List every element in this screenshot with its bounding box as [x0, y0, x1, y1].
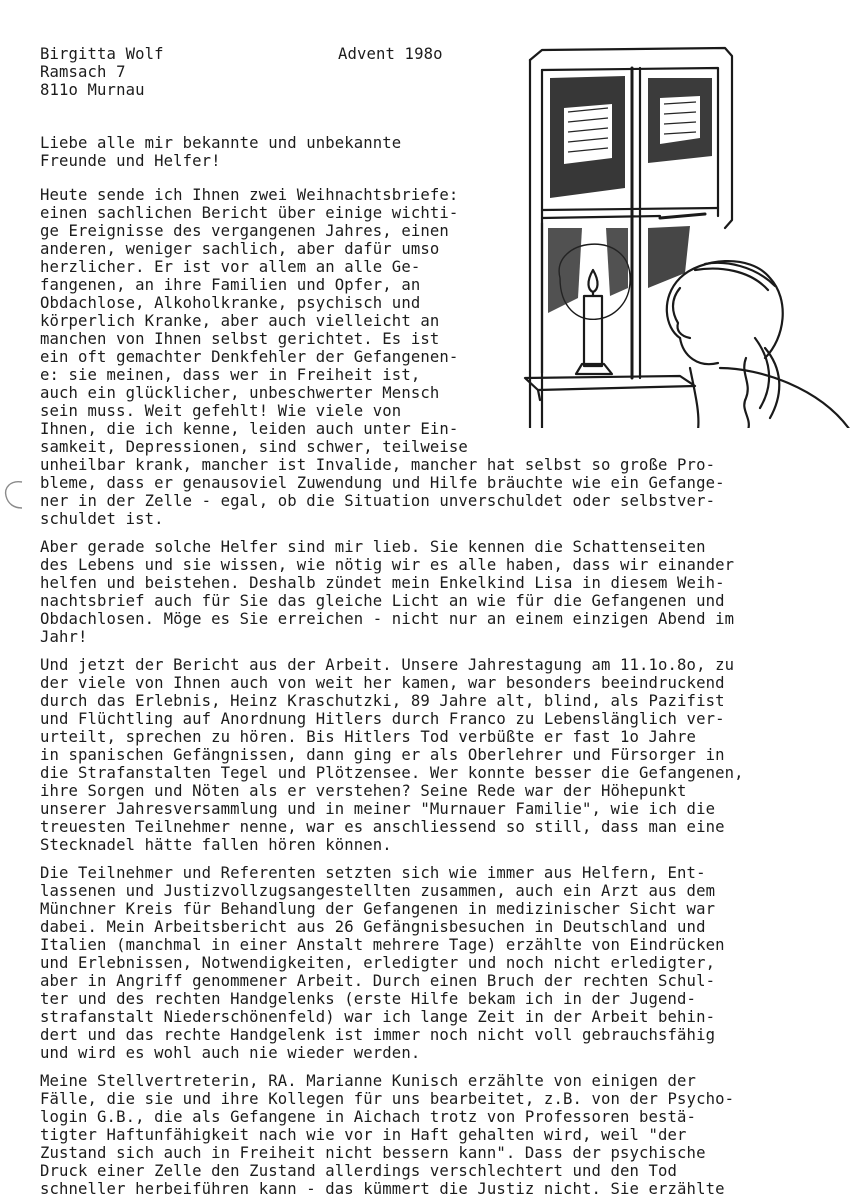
para4-line: dabei. Mein Arbeitsbericht aus 26 Gefängnisbesuchen in Deutschland und — [40, 918, 706, 936]
para3-line: in spanischen Gefängnissen, dann ging er als Oberlehrer und Fürsorger in — [40, 746, 725, 764]
para1-line: samkeit, Depressionen, sind schwer, teilweise — [40, 438, 468, 456]
para2-line: Obdachlosen. Möge es Sie erreichen - nicht nur an einem einzigen Abend im — [40, 610, 735, 628]
para5-line: login G.B., die als Gefangene in Aichach trotz von Professoren bestä- — [40, 1108, 697, 1126]
para1-line: unheilbar krank, mancher ist Invalide, mancher hat selbst so große Pro- — [40, 456, 716, 474]
para1-line: ner in der Zelle - egal, ob die Situation unverschuldet oder selbstver- — [40, 492, 716, 510]
para3-line: der viele von Ihnen auch von weit her kamen, war besonders beeindruckend — [40, 674, 725, 692]
para1-line: anderen, weniger sachlich, aber dafür umso — [40, 240, 440, 258]
para2-line: helfen und beistehen. Deshalb zündet mein Enkelkind Lisa in diesem Weih- — [40, 574, 725, 592]
para3-line: Stecknadel hätte fallen hören können. — [40, 836, 392, 854]
para4-line: und Erlebnissen, Notwendigkeiten, erledigter und noch nicht erledigter, — [40, 954, 716, 972]
para3-line: und Flüchtling auf Anordnung Hitlers durch Franco zu Lebenslänglich ver- — [40, 710, 725, 728]
para1-line: bleme, dass er genausoviel Zuwendung und Hilfe bräuchte wie ein Gefange- — [40, 474, 725, 492]
salutation-line: Liebe alle mir bekannte und unbekannte — [40, 134, 402, 152]
para3-line: Und jetzt der Bericht aus der Arbeit. Unsere Jahrestagung am 11.1o.8o, zu — [40, 656, 735, 674]
para3-line: urteilt, sprechen zu hören. Bis Hitlers Tod verbüßte er fast 1o Jahre — [40, 728, 697, 746]
para4-line: aber in Angriff genommener Arbeit. Durch einen Bruch der rechten Schul- — [40, 972, 716, 990]
para5-line: tigter Haftunfähigkeit nach wie vor in Haft gehalten wird, weil "der — [40, 1126, 687, 1144]
salutation-line: Freunde und Helfer! — [40, 152, 221, 170]
para4-line: Münchner Kreis für Behandlung der Gefangenen in medizinischer Sicht war — [40, 900, 716, 918]
para4-line: dert und das rechte Handgelenk ist immer noch nicht voll gebrauchsfähig — [40, 1026, 716, 1044]
para3-line: treuesten Teilnehmer nenne, war es anschliessend so still, dass man eine — [40, 818, 725, 836]
para4-line: lassenen und Justizvollzugsangestellten zusammen, auch ein Arzt aus dem — [40, 882, 716, 900]
para3-line: die Strafanstalten Tegel und Plötzensee. Wer konnte besser die Gefangenen, — [40, 764, 744, 782]
para1-line: Heute sende ich Ihnen zwei Weihnachtsbriefe: — [40, 186, 459, 204]
para5-line: schneller herbeiführen kann - das kümmert die Justiz nicht. Sie erzählte — [40, 1180, 725, 1198]
para2-line: nachtsbrief auch für Sie das gleiche Licht an wie für die Gefangenen und — [40, 592, 725, 610]
para1-line: Obdachlose, Alkoholkranke, psychisch und — [40, 294, 421, 312]
para4-line: und wird es wohl auch nie wieder werden. — [40, 1044, 421, 1062]
para2-line: Aber gerade solche Helfer sind mir lieb. Sie kennen die Schattenseiten — [40, 538, 706, 556]
sender-name: Birgitta Wolf — [40, 45, 164, 63]
letter-date: Advent 198o — [338, 45, 443, 63]
para2-line: des Lebens und sie wissen, wie nötig wir es alle haben, dass wir einander — [40, 556, 735, 574]
para1-line: schuldet ist. — [40, 510, 164, 528]
para1-line: e: sie meinen, dass wer in Freiheit ist, — [40, 366, 421, 384]
para5-line: Meine Stellvertreterin, RA. Marianne Kunisch erzählte von einigen der — [40, 1072, 697, 1090]
sender-city: 811o Murnau — [40, 81, 145, 99]
para2-line: Jahr! — [40, 628, 88, 646]
para3-line: ihre Sorgen und Nöten als er verstehen? Seine Rede war der Höhepunkt — [40, 782, 687, 800]
window-candle-girl-illustration — [520, 38, 855, 428]
para4-line: strafanstalt Niederschönenfeld) war ich lange Zeit in der Arbeit behin- — [40, 1008, 716, 1026]
para5-line: Fälle, die sie und ihre Kollegen für uns bearbeitet, z.B. von der Psycho- — [40, 1090, 735, 1108]
sender-street: Ramsach 7 — [40, 63, 126, 81]
para1-line: fangenen, an ihre Familien und Opfer, an — [40, 276, 421, 294]
para1-line: ein oft gemachter Denkfehler der Gefangenen- — [40, 348, 459, 366]
para1-line: auch ein glücklicher, unbeschwerter Mensch — [40, 384, 440, 402]
punch-hole-mark — [0, 478, 24, 512]
para1-line: Ihnen, die ich kenne, leiden auch unter Ein- — [40, 420, 459, 438]
para1-line: körperlich Kranke, aber auch vielleicht an — [40, 312, 440, 330]
para5-line: Zustand sich auch in Freiheit nicht bessern kann". Dass der psychische — [40, 1144, 706, 1162]
para3-line: unserer Jahresversammlung und in meiner "Murnauer Familie", wie ich die — [40, 800, 716, 818]
para1-line: einen sachlichen Bericht über einige wichti- — [40, 204, 459, 222]
para1-line: sein muss. Weit gefehlt! Wie viele von — [40, 402, 402, 420]
para1-line: herzlicher. Er ist vor allem an alle Ge- — [40, 258, 421, 276]
para4-line: ter und des rechten Handgelenks (erste Hilfe bekam ich in der Jugend- — [40, 990, 697, 1008]
para4-line: Die Teilnehmer und Referenten setzten sich wie immer aus Helfern, Ent- — [40, 864, 706, 882]
para1-line: ge Ereignisse des vergangenen Jahres, einen — [40, 222, 449, 240]
para3-line: durch das Erlebnis, Heinz Kraschutzki, 89 Jahre alt, blind, als Pazifist — [40, 692, 725, 710]
para4-line: Italien (manchmal in einer Anstalt mehrere Tage) erzählte von Eindrücken — [40, 936, 725, 954]
para1-line: manchen von Ihnen selbst gerichtet. Es ist — [40, 330, 440, 348]
para5-line: Druck einer Zelle den Zustand allerdings verschlechtert und den Tod — [40, 1162, 678, 1180]
